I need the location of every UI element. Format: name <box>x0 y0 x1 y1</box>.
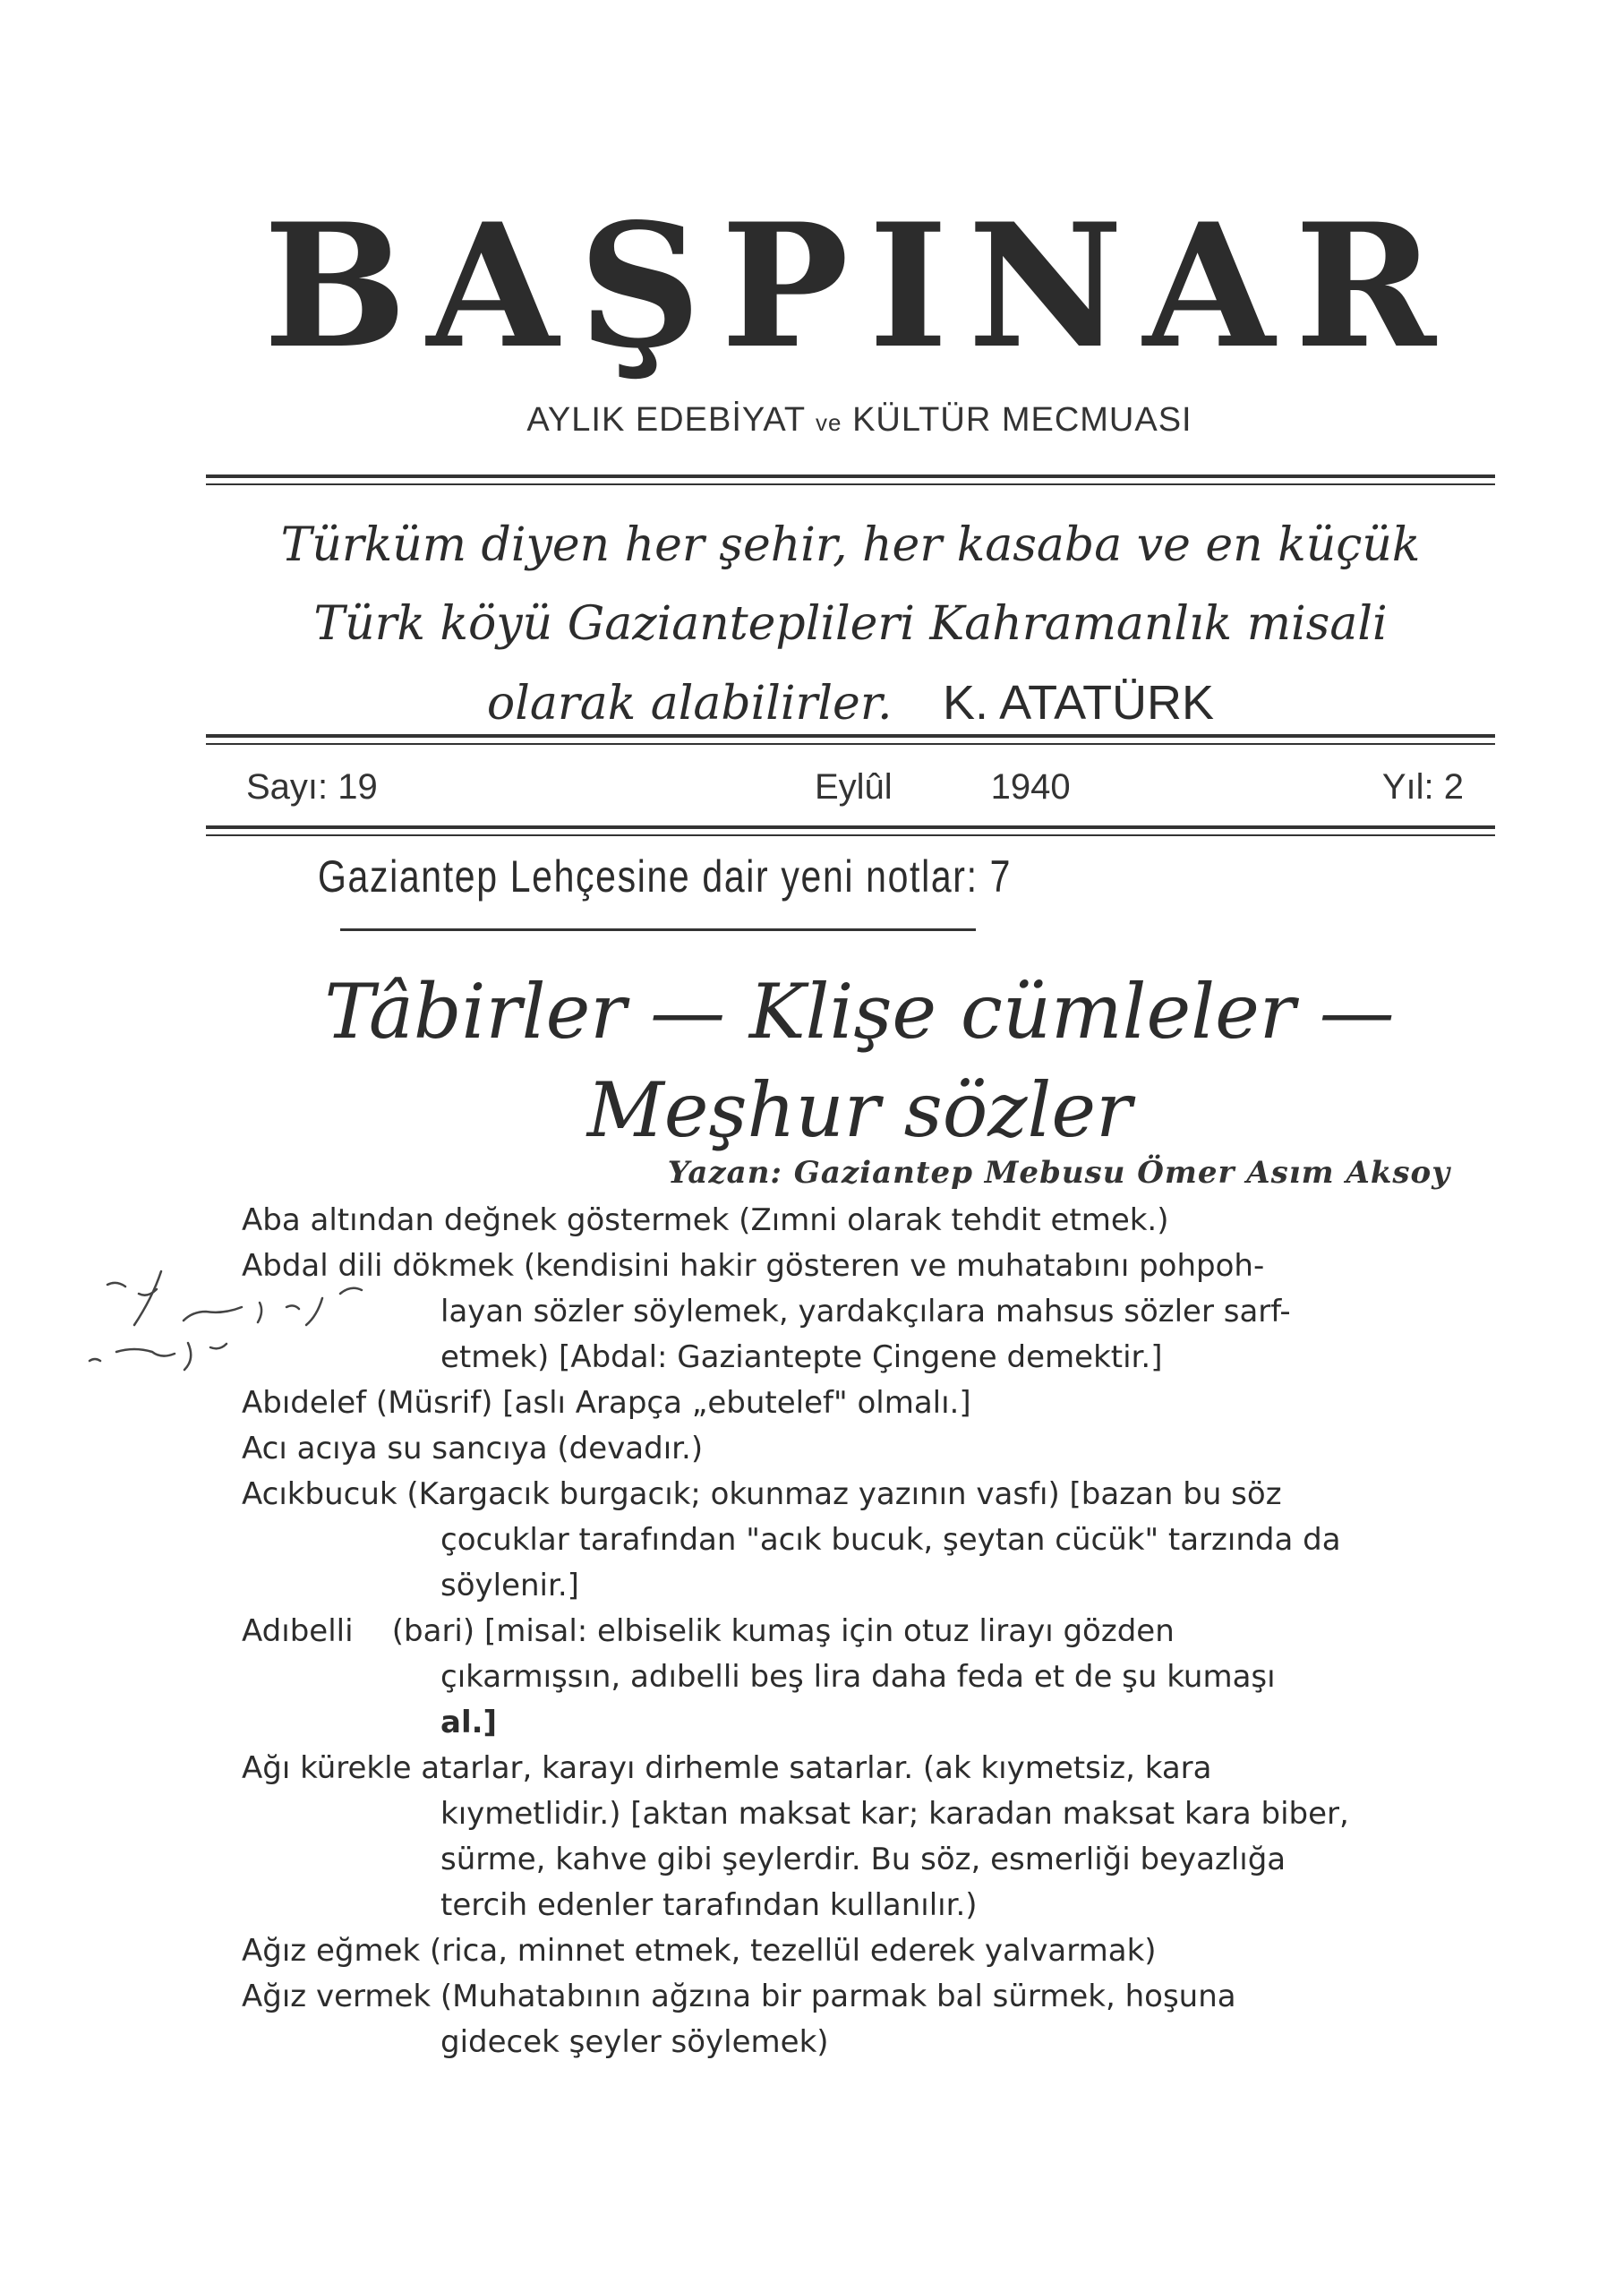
entry-text: Acıkbucuk (Kargacık burgacık; okunmaz yazının vasfı) [bazan bu söz <box>242 1476 1282 1512</box>
handwritten-margin-note-icon <box>54 1244 430 1406</box>
subtitle-ve: ve <box>816 409 842 436</box>
masthead-subtitle <box>215 401 1504 440</box>
entry-agiz-egmek <box>242 1928 1459 1974</box>
issue-year: 1940 <box>990 767 1071 807</box>
entry-continuation: tercih edenler tarafından kullanılır.) <box>440 1887 978 1923</box>
entry-continuation: etmek) [Abdal: Gaziantepte Çingene demektir.] <box>440 1339 1163 1375</box>
entry-aci <box>242 1426 1459 1472</box>
entry-text: Abdal dili dökmek (kendisini hakir gösteren ve muhatabını pohpoh- <box>242 1248 1265 1284</box>
issue-date <box>815 767 1071 808</box>
issue-month: Eylûl <box>814 767 893 807</box>
top-double-rule <box>206 474 1495 485</box>
article-byline: Yazan: Gaziantep Mebusu Ömer Asım Aksoy <box>667 1155 1450 1191</box>
entry-text: Ağız vermek (Muhatabının ağzına bir parmak bal sürmek, hoşuna <box>242 1979 1236 2014</box>
issue-volume: Yıl: 2 <box>1381 767 1464 807</box>
quote-line-3-wrap <box>206 663 1495 743</box>
ataturk-quote <box>206 506 1495 743</box>
article-title-line-1: Tâbirler — Klişe cümleler — <box>324 968 1395 1056</box>
masthead-title: BAŞPINAR <box>263 186 1456 386</box>
entry-agi <box>242 1746 1459 1928</box>
issue-info-row <box>246 767 1464 808</box>
lower-double-rule <box>206 825 1495 836</box>
subtitle-rest: KÜLTÜR MECMUASI <box>852 401 1192 439</box>
issue-number: Sayı: 19 <box>246 767 378 807</box>
section-underline <box>340 928 976 931</box>
entry-continuation: kıymetlidir.) [aktan maksat kar; karadan maksat kara biber, <box>440 1796 1349 1832</box>
entry-continuation: layan sözler söylemek, yardakçılara mahsus sözler sarf- <box>440 1294 1291 1329</box>
mid-double-rule <box>206 734 1495 745</box>
entry-aba <box>242 1198 1459 1244</box>
entry-text: Acı acıya su sancıya (devadır.) <box>242 1431 704 1466</box>
entry-text: Abıdelef (Müsrif) [aslı Arapça „ebutelef" olmalı.] <box>242 1385 971 1421</box>
entry-continuation: çocuklar tarafından "acık bucuk, şeytan cücük" tarzında da <box>440 1522 1341 1558</box>
entry-text: Adıbelli (bari) [misal: elbiselik kumaş için otuz lirayı gözden <box>242 1613 1175 1649</box>
entry-continuation: söylenir.] <box>440 1568 579 1603</box>
section-title: Gaziantep Lehçesine dair yeni notlar: 7 <box>318 851 1013 902</box>
article-title-line-2: Meşhur sözler <box>586 1066 1133 1154</box>
quote-author: K. ATATÜRK <box>943 676 1215 730</box>
entry-text: Ağız eğmek (rica, minnet etmek, tezellül ederek yalvarmak) <box>242 1933 1157 1969</box>
quote-line-1: Türküm diyen her şehir, her kasaba ve en küçük <box>280 518 1421 572</box>
article-title <box>215 962 1504 1159</box>
subtitle-main: AYLIK EDEBİYAT <box>526 401 806 439</box>
entry-text: Ağı kürekle atarlar, karayı dirhemle satarlar. (ak kıymetsiz, kara <box>242 1750 1212 1786</box>
entry-continuation: çıkarmışsın, adıbelli beş lira daha feda et de şu kumaşı <box>440 1659 1276 1695</box>
quote-line-2: Türk köyü Gazianteplileri Kahramanlık misali <box>313 597 1388 651</box>
quote-line-3: olarak alabilirler. <box>486 677 893 731</box>
entry-acikbucuk <box>242 1472 1459 1609</box>
entry-agiz-vermek <box>242 1974 1459 2065</box>
entry-continuation: gidecek şeyler söylemek) <box>440 2024 829 2060</box>
entry-adibelli <box>242 1609 1459 1746</box>
entry-continuation: sürme, kahve gibi şeylerdir. Bu söz, esmerliği beyazlığa <box>440 1842 1286 1877</box>
entry-text: Aba altından değnek göstermek (Zımni olarak tehdit etmek.) <box>242 1202 1169 1238</box>
entry-continuation: al.] <box>440 1705 498 1740</box>
